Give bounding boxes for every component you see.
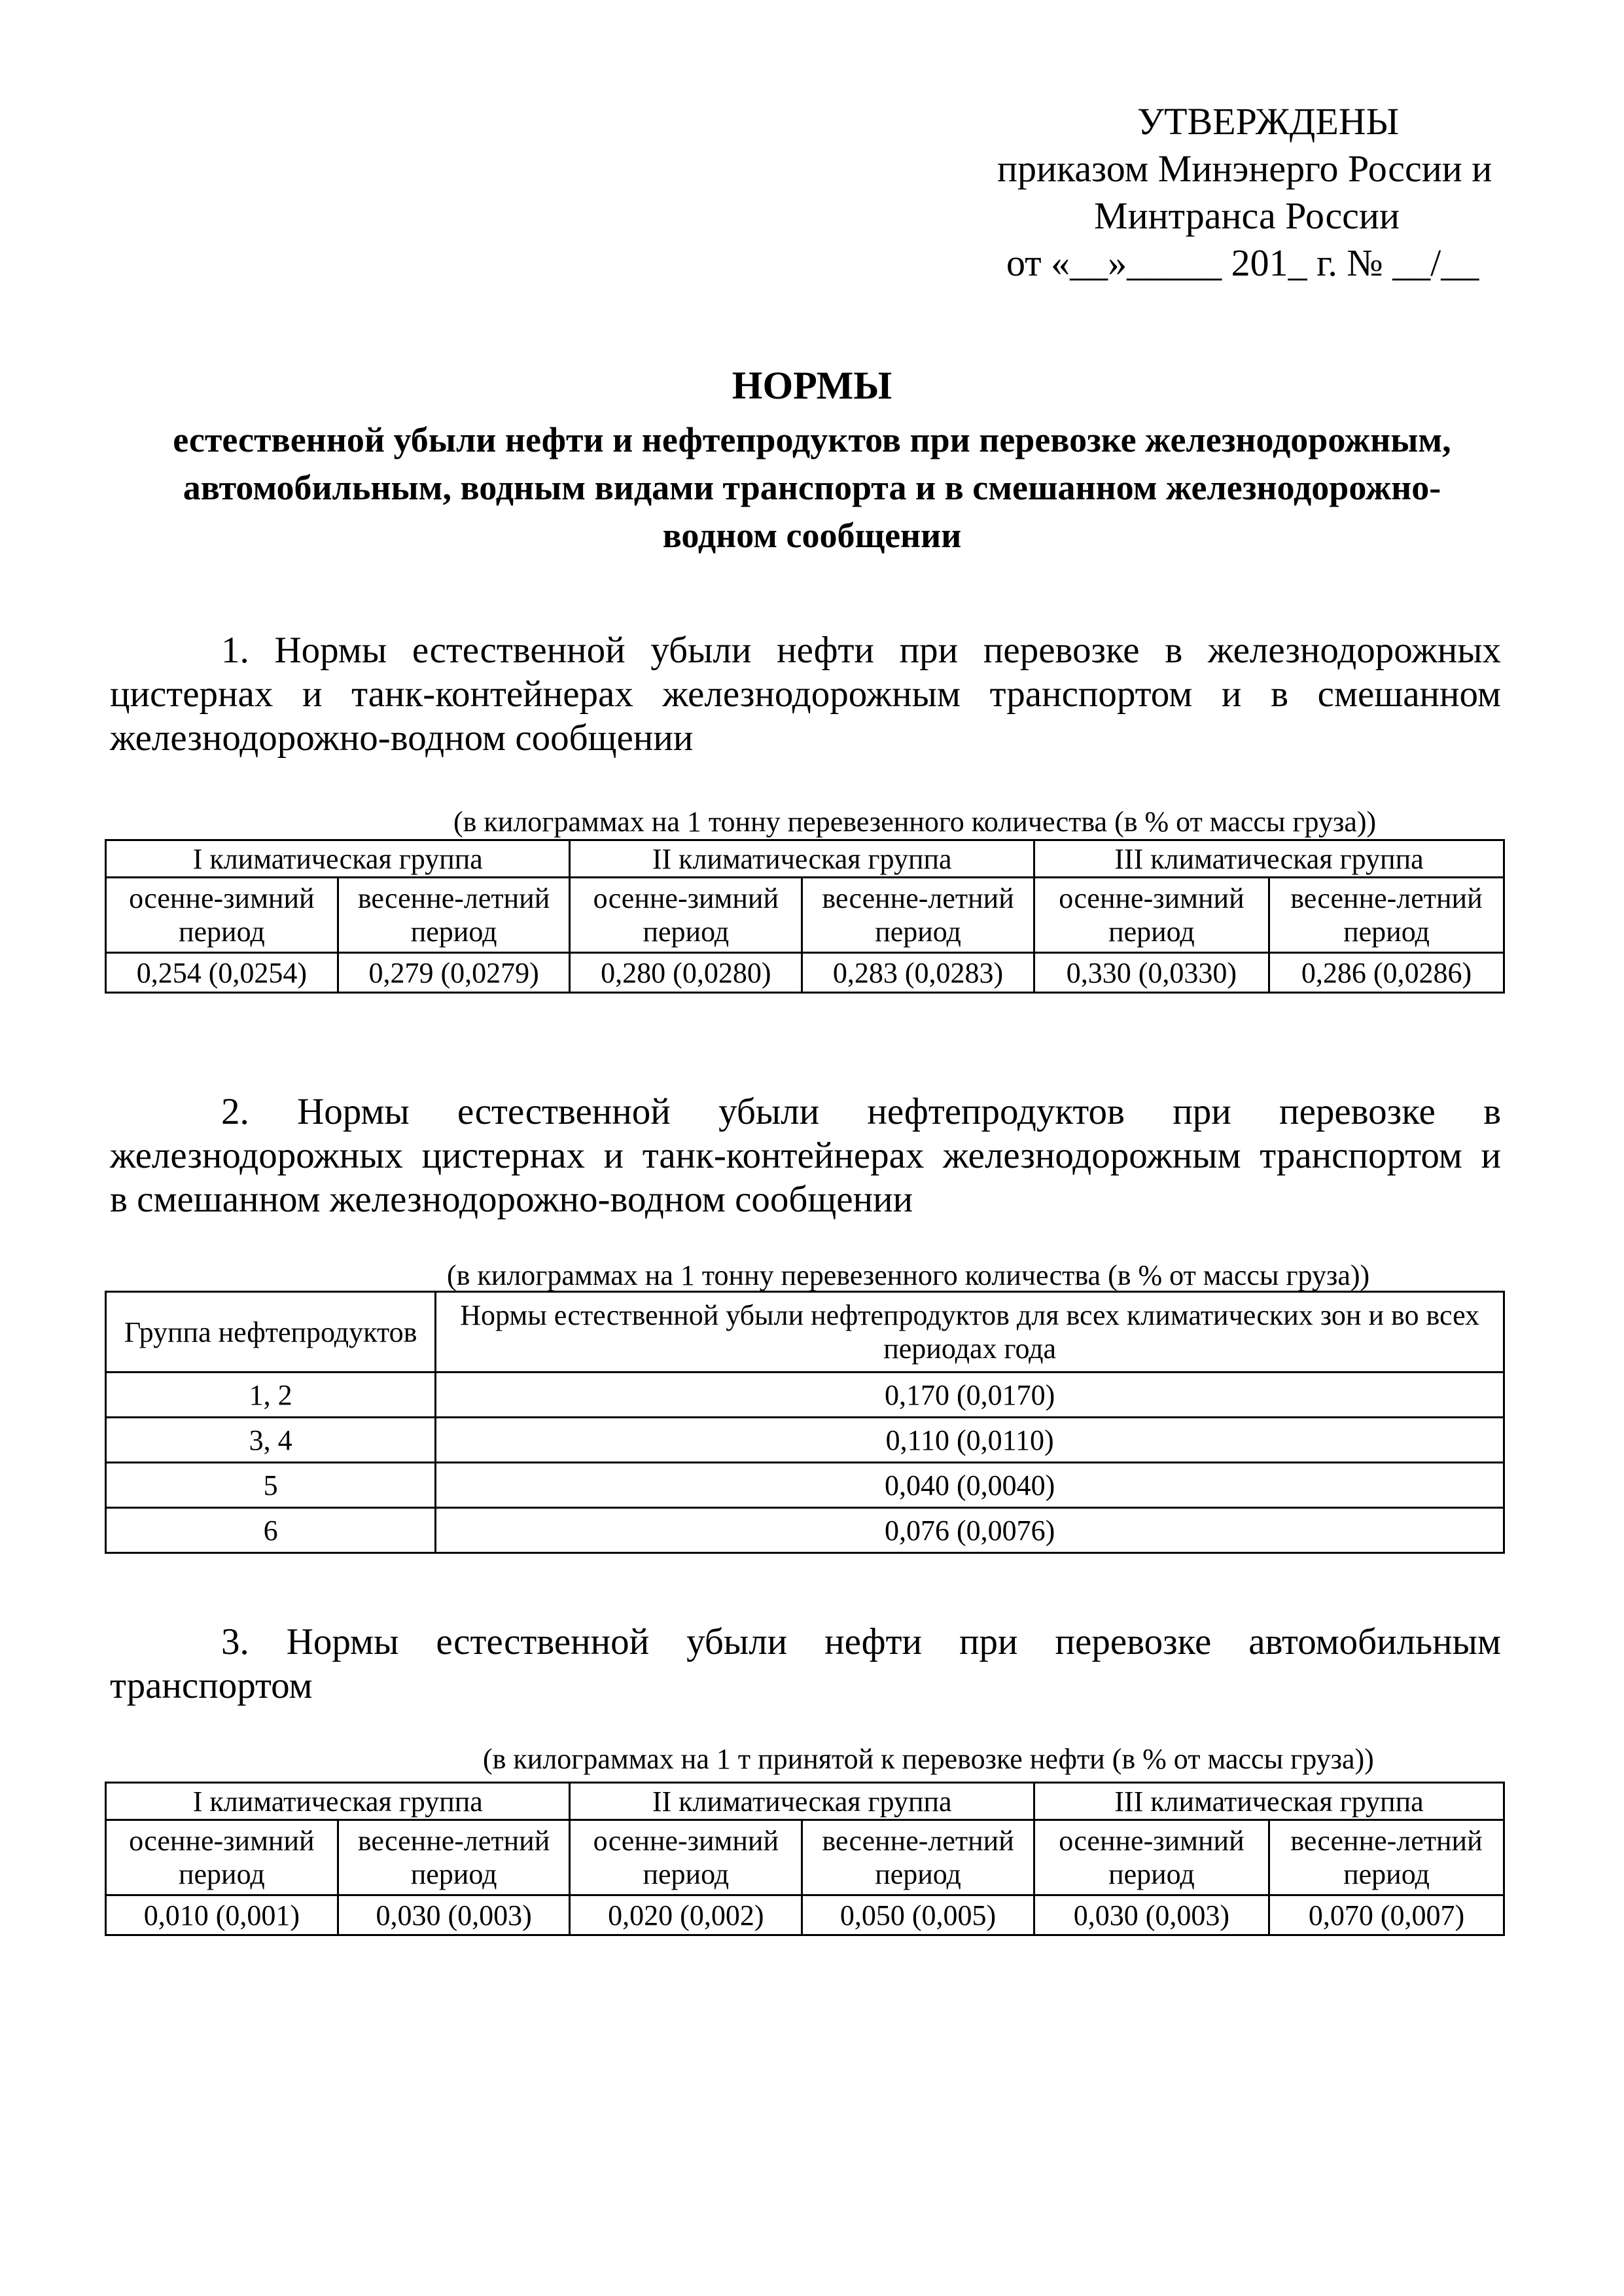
- norm-value: 0,254 (0,0254): [106, 953, 338, 993]
- period-header: весенне-летний период: [338, 1820, 570, 1895]
- period-header: осенне-зимний период: [570, 1820, 802, 1895]
- period-header: весенне-летний период: [802, 878, 1034, 953]
- norm-value: 0,170 (0,0170): [436, 1372, 1504, 1418]
- norm-value: 0,330 (0,0330): [1034, 953, 1269, 993]
- period-header: осенне-зимний период: [106, 878, 338, 953]
- document-subtitle: [98, 416, 1526, 560]
- period-header: весенне-летний период: [1269, 1820, 1504, 1895]
- subtitle-line: водном сообщении: [662, 516, 962, 555]
- section-1-line: 1. Нормы естественной убыли нефти при перевозке в железнодорожных: [221, 630, 1501, 671]
- period-header: весенне-летний период: [802, 1820, 1034, 1895]
- norm-value: 0,110 (0,0110): [436, 1418, 1504, 1463]
- period-header: осенне-зимний период: [106, 1820, 338, 1895]
- section-1-heading: [110, 628, 1501, 760]
- climate-group-header: III климатическая группа: [1034, 1783, 1504, 1820]
- approval-order: приказом Минэнерго России и: [997, 147, 1492, 190]
- period-header: осенне-зимний период: [1034, 1820, 1269, 1895]
- section-2-line: 2. Нормы естественной убыли нефтепродуктов при перевозке в: [221, 1091, 1501, 1132]
- product-group: 1, 2: [106, 1372, 436, 1418]
- norm-value: 0,076 (0,0076): [436, 1508, 1504, 1553]
- product-group-header: Группа нефтепродуктов: [106, 1292, 436, 1372]
- section-2-heading: [110, 1090, 1501, 1221]
- norm-value: 0,010 (0,001): [106, 1895, 338, 1935]
- norm-value: 0,030 (0,003): [1034, 1895, 1269, 1935]
- approval-title: УТВЕРЖДЕНЫ: [1137, 100, 1400, 143]
- climate-group-header: I климатическая группа: [106, 1783, 570, 1820]
- approval-date-number: от «__»_____ 201_ г. № __/__: [1006, 242, 1479, 284]
- product-group: 3, 4: [106, 1418, 436, 1463]
- period-header: осенне-зимний период: [570, 878, 802, 953]
- norm-value: 0,283 (0,0283): [802, 953, 1034, 993]
- period-header: осенне-зимний период: [1034, 878, 1269, 953]
- section-1-line: цистернах и танк-контейнерах железнодорожным транспортом и в смешанном: [110, 673, 1501, 715]
- climate-group-header: II климатическая группа: [570, 840, 1034, 878]
- section-2-line: железнодорожных цистернах и танк-контейнерах железнодорожным транспортом и: [110, 1135, 1501, 1176]
- section-2-line: в смешанном железнодорожно-водном сообщении: [110, 1179, 913, 1220]
- document-title: НОРМЫ: [732, 364, 892, 407]
- section-1-table: [105, 839, 1505, 994]
- climate-group-header: I климатическая группа: [106, 840, 570, 878]
- subtitle-line: автомобильным, водным видами транспорта и в смешанном железнодорожно-: [183, 468, 1441, 507]
- section-3-table: [105, 1782, 1505, 1936]
- norm-value: 0,020 (0,002): [570, 1895, 802, 1935]
- period-header: весенне-летний период: [338, 878, 570, 953]
- section-3-units: (в килограммах на 1 т принятой к перевозке нефти (в % от массы груза)): [483, 1743, 1374, 1775]
- section-2-units: (в килограммах на 1 тонну перевезенного количества (в % от массы груза)): [447, 1259, 1370, 1291]
- approval-ministry: Минтранса России: [1094, 194, 1400, 237]
- section-3-heading: [110, 1620, 1501, 1708]
- climate-group-header: II климатическая группа: [570, 1783, 1034, 1820]
- approval-block: [968, 98, 1544, 287]
- product-group: 6: [106, 1508, 436, 1553]
- period-header: весенне-летний период: [1269, 878, 1504, 953]
- norm-value: 0,030 (0,003): [338, 1895, 570, 1935]
- norm-value: 0,286 (0,0286): [1269, 953, 1504, 993]
- norm-value: 0,279 (0,0279): [338, 953, 570, 993]
- section-3-line: 3. Нормы естественной убыли нефти при перевозке автомобильным: [221, 1621, 1501, 1662]
- norm-value: 0,050 (0,005): [802, 1895, 1034, 1935]
- subtitle-line: естественной убыли нефти и нефтепродуктов при перевозке железнодорожным,: [173, 420, 1451, 459]
- section-1-line: железнодорожно-водном сообщении: [110, 717, 694, 759]
- norm-value: 0,040 (0,0040): [436, 1463, 1504, 1508]
- section-2-table: [105, 1291, 1505, 1554]
- section-3-line: транспортом: [110, 1665, 313, 1706]
- norm-value: 0,070 (0,007): [1269, 1895, 1504, 1935]
- norm-value: 0,280 (0,0280): [570, 953, 802, 993]
- section-1-units: (в килограммах на 1 тонну перевезенного количества (в % от массы груза)): [453, 806, 1377, 838]
- product-group: 5: [106, 1463, 436, 1508]
- climate-group-header: III климатическая группа: [1034, 840, 1504, 878]
- norms-header: Нормы естественной убыли нефтепродуктов для всех климатических зон и во всех периодах года: [436, 1292, 1504, 1372]
